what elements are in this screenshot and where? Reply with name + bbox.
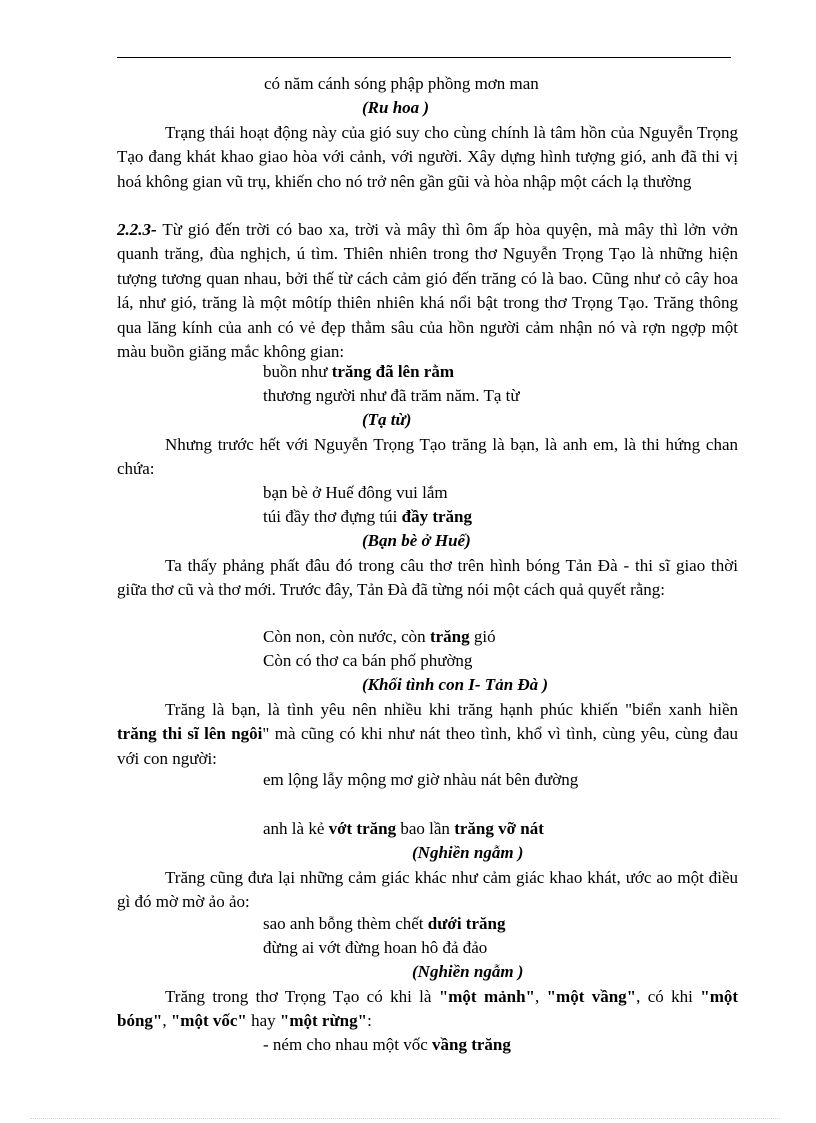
verse-line: buồn như trăng đã lên rằm xyxy=(263,362,455,381)
section-number: 2.2.3- xyxy=(117,220,157,239)
verse-line: anh là kẻ vớt trăng bao lần trăng vỡ nát xyxy=(263,819,544,838)
verse-source: (Nghiền ngẫm ) xyxy=(412,843,524,862)
verse-line: có năm cánh sóng phập phồng mơn man xyxy=(264,74,539,93)
paragraph-7: Trăng trong thơ Trọng Tạo có khi là "một mảnh", "một vầng", có khi "một bóng", "một vốc" hay "một rừng": xyxy=(117,987,739,1031)
verse-line: em lộng lẫy mộng mơ giờ nhàu nát bên đường xyxy=(263,770,579,789)
paragraph-1: Trạng thái hoạt động này của gió suy cho cùng chính là tâm hồn của Nguyễn Trọng Tạo đang khát khao giao hòa với cảnh, với người. Xây dựng hình tượng gió, anh đã thi vị hoá không gian vũ trụ, khiến cho nó trở nên gần gũi và hòa nhập một cách lạ thường xyxy=(117,123,738,191)
paragraph-2-text: Từ gió đến trời có bao xa, trời và mây thì ôm ấp hòa quyện, mà mây thì lởn vởn quanh trăng, đùa nghịch, ú tìm. Thiên nhiên trong thơ Nguyễn Trọng Tạo là những hiện tượng tương quan nhau, bởi thế từ cách cảm gió đến trăng có là bao. Cũng như cỏ cây hoa lá, như gió, trăng là một môtíp thiên nhiên khá nổi bật trong thơ Trọng Tạo. Trăng thông qua lăng kính của anh có vẻ đẹp thẳm sâu của hồn người cảm nhận nó và rợn ngợp một màu buồn giăng mắc không gian: xyxy=(117,220,738,362)
paragraph-2 xyxy=(117,218,738,364)
verse-source: (Tạ từ) xyxy=(362,410,412,429)
verse-line: sao anh bỗng thèm chết dưới trăng xyxy=(263,914,506,933)
verse-line: bạn bè ở Huế đông vui lắm xyxy=(263,483,448,502)
paragraph-5: Trăng là bạn, là tình yêu nên nhiều khi trăng hạnh phúc khiến "biển xanh hiền trăng thi sĩ lên ngôi" mà cũng có khi như nát theo tình, khổ vì tình, cùng yêu, cùng đau với con người: xyxy=(117,700,738,768)
verse-source: (Bạn bè ở Huế) xyxy=(362,531,471,550)
paragraph-3: Nhưng trước hết với Nguyễn Trọng Tạo trăng là bạn, là anh em, là thi hứng chan chứa: xyxy=(117,435,738,479)
page-bottom-border xyxy=(30,1118,780,1119)
verse-line: Còn có thơ ca bán phố phường xyxy=(263,651,473,670)
verse-line: - ném cho nhau một vốc vầng trăng xyxy=(263,1035,511,1054)
verse-line: thương người như đã trăm năm. Tạ từ xyxy=(263,386,520,405)
verse-line: Còn non, còn nước, còn trăng gió xyxy=(263,627,496,646)
verse-line: đừng ai vớt đừng hoan hô đả đảo xyxy=(263,938,488,957)
verse-source: (Khối tình con I- Tản Đà ) xyxy=(362,675,549,694)
paragraph-4: Ta thấy phảng phất đâu đó trong câu thơ trên hình bóng Tản Đà - thi sĩ giao thời giữa thơ cũ và thơ mới. Trước đây, Tản Đà đã từng nói một cách quả quyết rằng: xyxy=(117,556,738,600)
verse-line: túi đầy thơ đựng túi đầy trăng xyxy=(263,507,472,526)
paragraph-6: Trăng cũng đưa lại những cảm giác khác như cảm giác khao khát, ước ao một điều gì đó mờ mờ ảo ảo: xyxy=(117,868,738,912)
header-rule xyxy=(117,57,731,58)
verse-source: (Nghiền ngẫm ) xyxy=(412,962,524,981)
verse-source: (Ru hoa ) xyxy=(362,98,430,117)
